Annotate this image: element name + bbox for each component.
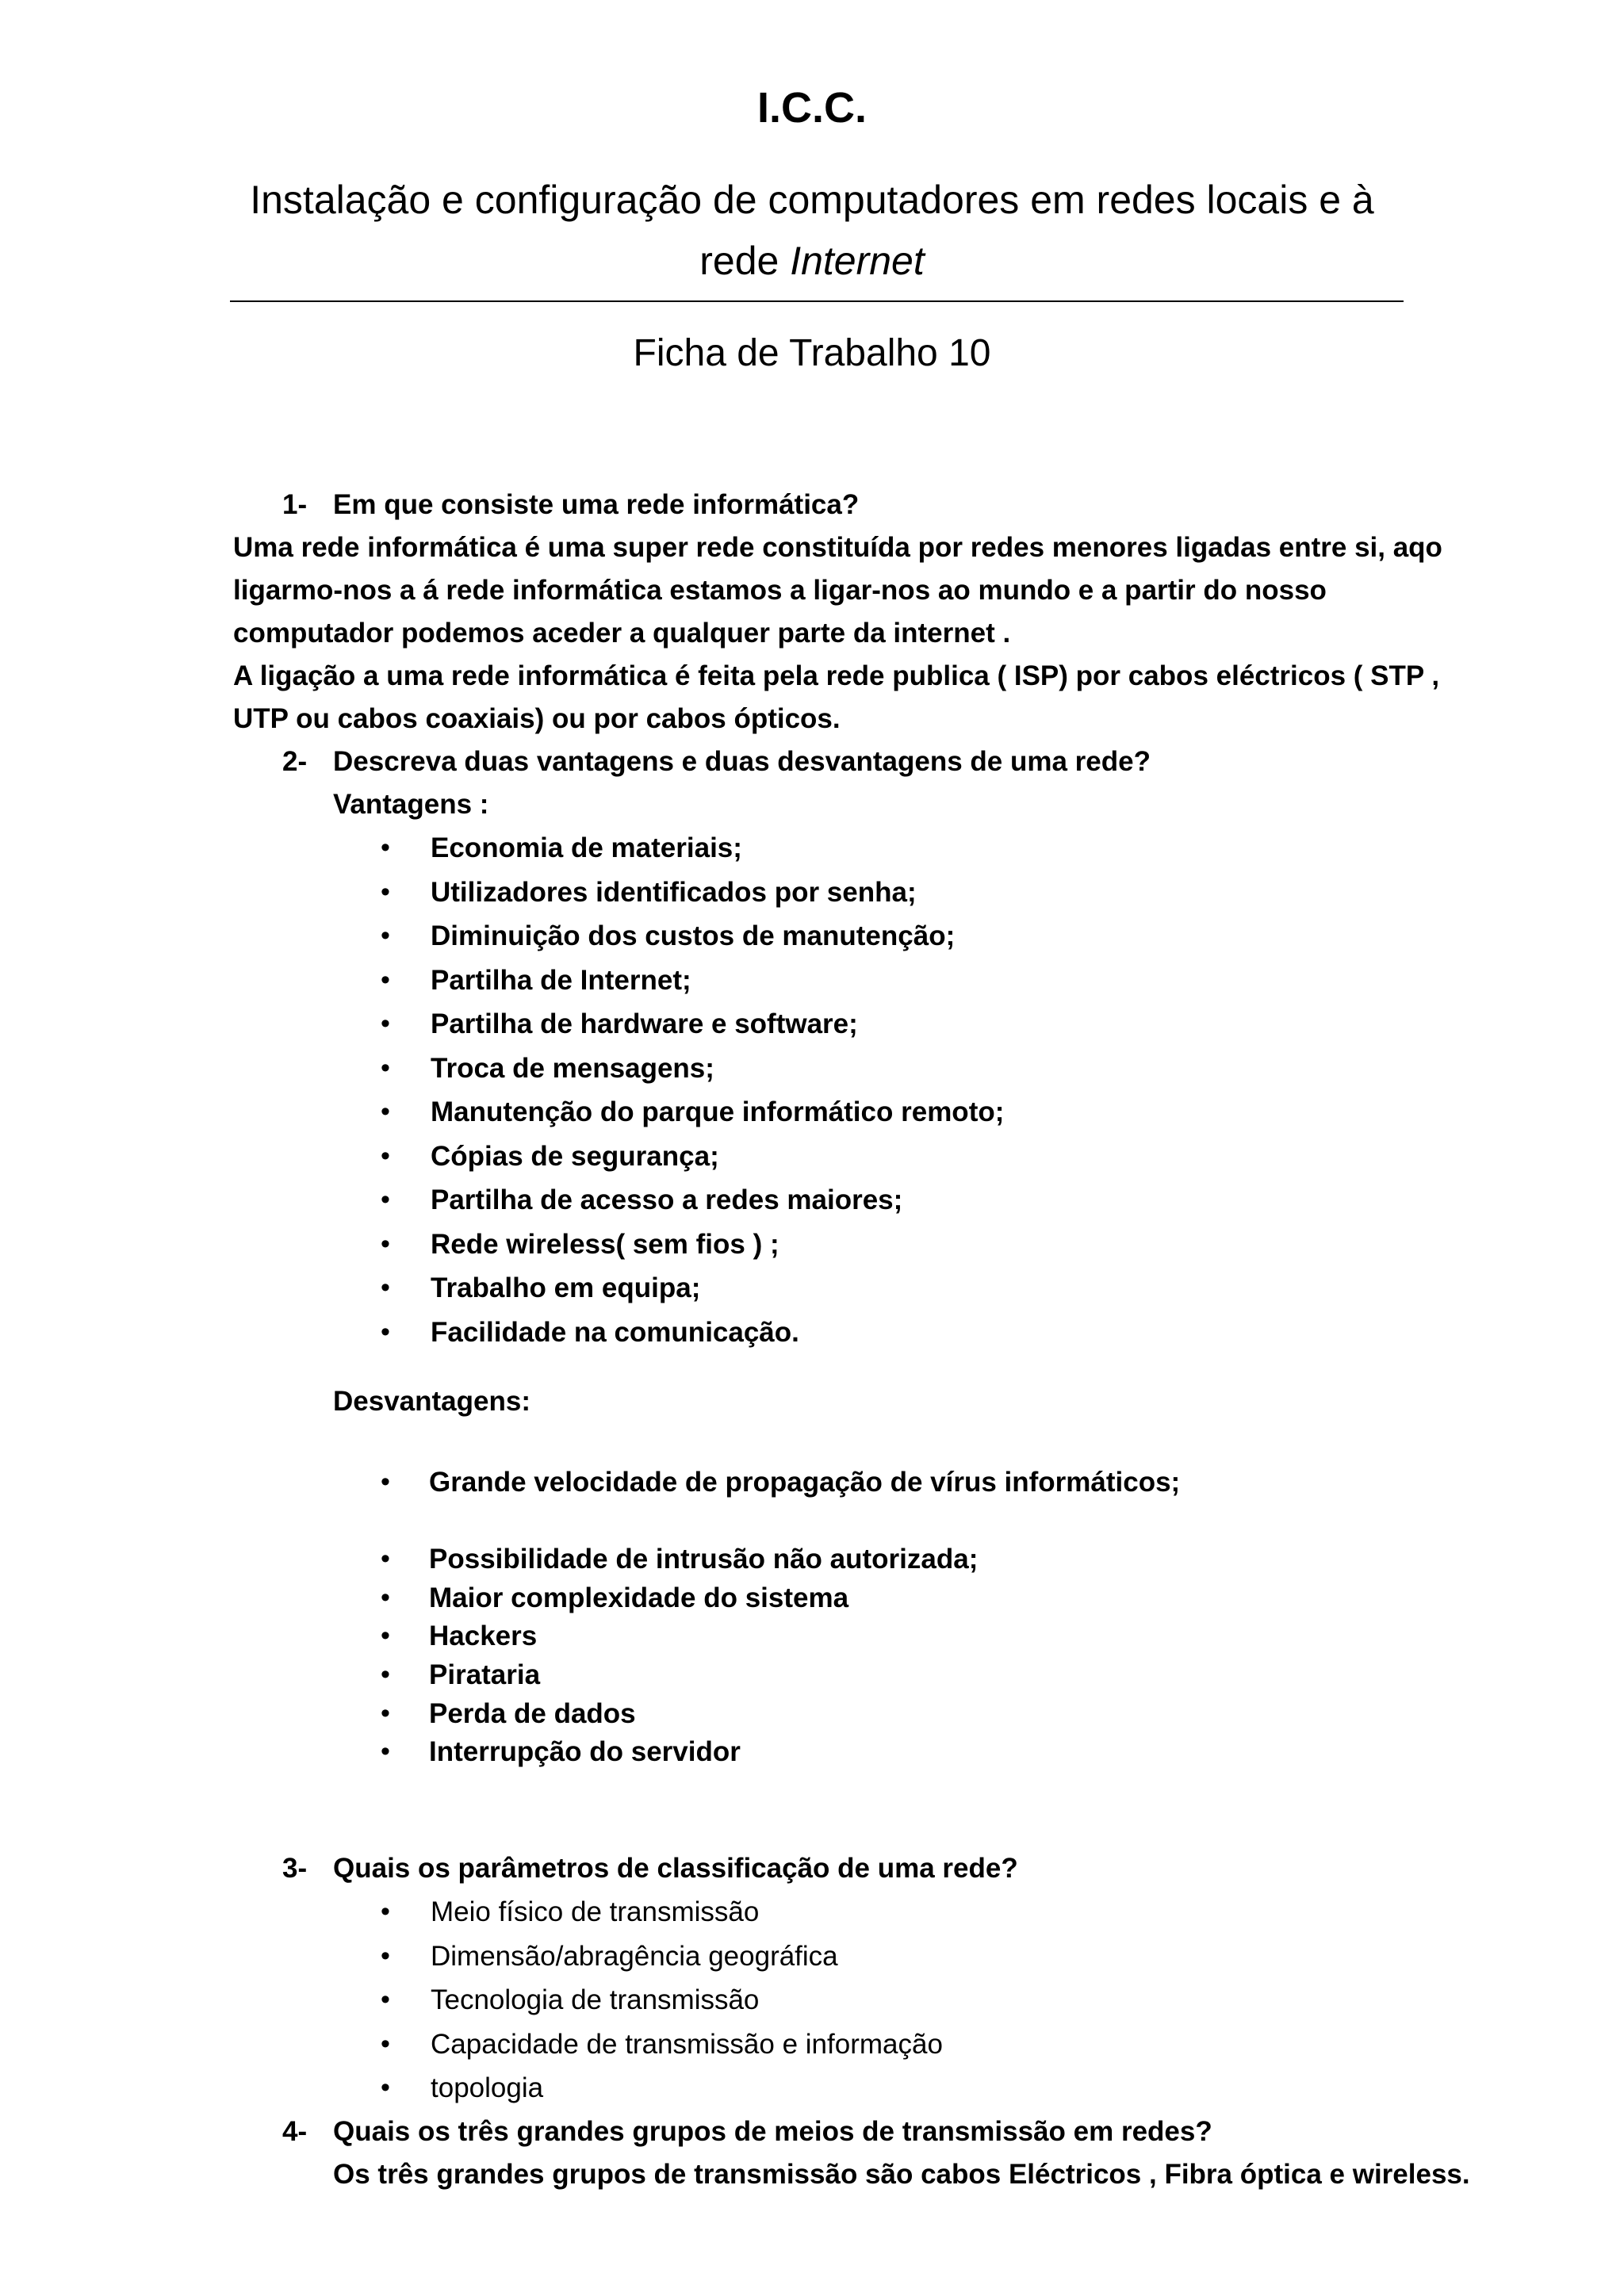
subtitle-italic-word: Internet [790, 239, 925, 283]
list-bullet: • [381, 1544, 390, 1574]
list-bullet: • [381, 1984, 390, 2015]
q1-answer-line: Uma rede informática é uma super rede constituída por redes menores ligadas entre si, aqo [233, 532, 1442, 563]
q4-question: Quais os três grandes grupos de meios de transmissão em redes? [333, 2116, 1212, 2147]
q3-number: 3- [282, 1853, 308, 1884]
q1-answer-line: ligarmo-nos a á rede informática estamos a ligar-nos ao mundo e a partir do nosso [233, 575, 1327, 606]
advantage-item: Utilizadores identificados por senha; [431, 877, 917, 908]
disadvantage-item: Hackers [429, 1621, 538, 1651]
list-bullet: • [381, 1467, 390, 1497]
list-bullet: • [381, 2072, 390, 2103]
list-bullet: • [381, 1053, 390, 1083]
list-bullet: • [381, 877, 390, 907]
disadvantage-item: Pirataria [429, 1659, 541, 1690]
disadvantage-item: Perda de dados [429, 1698, 636, 1729]
subtitle-prefix: rede [699, 239, 791, 283]
q1-answer-line: UTP ou cabos coaxiais) ou por cabos ópticos. [233, 703, 841, 734]
advantage-item: Troca de mensagens; [431, 1053, 714, 1084]
list-bullet: • [381, 1317, 390, 1347]
list-bullet: • [381, 832, 390, 863]
header-divider [230, 300, 1404, 302]
list-bullet: • [381, 1582, 390, 1613]
list-bullet: • [381, 1229, 390, 1259]
q1-answer-line: computador podemos aceder a qualquer parte da internet . [233, 618, 1011, 649]
document-title: I.C.C. [756, 84, 867, 132]
advantage-item: Facilidade na comunicação. [431, 1317, 799, 1348]
classification-item: Tecnologia de transmissão [431, 1984, 760, 2015]
worksheet-title: Ficha de Trabalho 10 [633, 332, 991, 374]
classification-item: topologia [431, 2072, 544, 2103]
list-bullet: • [381, 2029, 390, 2059]
disadvantage-item: Maior complexidade do sistema [429, 1582, 849, 1613]
advantage-item: Cópias de segurança; [431, 1141, 719, 1172]
q2-question: Descreva duas vantagens e duas desvantagens de uma rede? [333, 746, 1151, 777]
list-bullet: • [381, 1896, 390, 1927]
q1-question: Em que consiste uma rede informática? [333, 489, 860, 520]
classification-item: Dimensão/abragência geográfica [431, 1941, 838, 1972]
list-bullet: • [381, 1272, 390, 1303]
list-bullet: • [381, 1698, 390, 1728]
advantages-label: Vantagens : [333, 789, 489, 820]
q1-number: 1- [282, 489, 308, 520]
list-bullet: • [381, 1621, 390, 1651]
list-bullet: • [381, 1941, 390, 1971]
advantage-item: Economia de materiais; [431, 832, 742, 863]
list-bullet: • [381, 1659, 390, 1689]
list-bullet: • [381, 1096, 390, 1127]
document-subtitle-line1: Instalação e configuração de computadores em redes locais e à [250, 178, 1374, 222]
advantage-item: Partilha de acesso a redes maiores; [431, 1184, 903, 1215]
list-bullet: • [381, 1184, 390, 1215]
disadvantage-item: Grande velocidade de propagação de vírus informáticos; [429, 1467, 1181, 1498]
classification-item: Capacidade de transmissão e informação [431, 2029, 943, 2060]
list-bullet: • [381, 1008, 390, 1039]
advantage-item: Trabalho em equipa; [431, 1272, 701, 1303]
disadvantages-label: Desvantagens: [333, 1386, 530, 1417]
q4-answer: Os três grandes grupos de transmissão são cabos Eléctricos , Fibra óptica e wireless. [333, 2159, 1470, 2190]
list-bullet: • [381, 1736, 390, 1766]
list-bullet: • [381, 1141, 390, 1171]
q3-question: Quais os parâmetros de classificação de uma rede? [333, 1853, 1018, 1884]
q4-number: 4- [282, 2116, 308, 2147]
advantage-item: Partilha de Internet; [431, 965, 691, 996]
advantage-item: Manutenção do parque informático remoto; [431, 1096, 1005, 1127]
list-bullet: • [381, 920, 390, 951]
advantage-item: Diminuição dos custos de manutenção; [431, 920, 956, 951]
q2-number: 2- [282, 746, 308, 777]
document-subtitle-line2 [0, 238, 1624, 284]
q1-answer-line: A ligação a uma rede informática é feita pela rede publica ( ISP) por cabos eléctricos ( STP , [233, 660, 1440, 691]
advantage-item: Partilha de hardware e software; [431, 1008, 858, 1039]
disadvantage-item: Interrupção do servidor [429, 1736, 741, 1767]
list-bullet: • [381, 965, 390, 995]
classification-item: Meio físico de transmissão [431, 1896, 760, 1927]
disadvantage-item: Possibilidade de intrusão não autorizada; [429, 1544, 979, 1575]
advantage-item: Rede wireless( sem fios ) ; [431, 1229, 779, 1260]
